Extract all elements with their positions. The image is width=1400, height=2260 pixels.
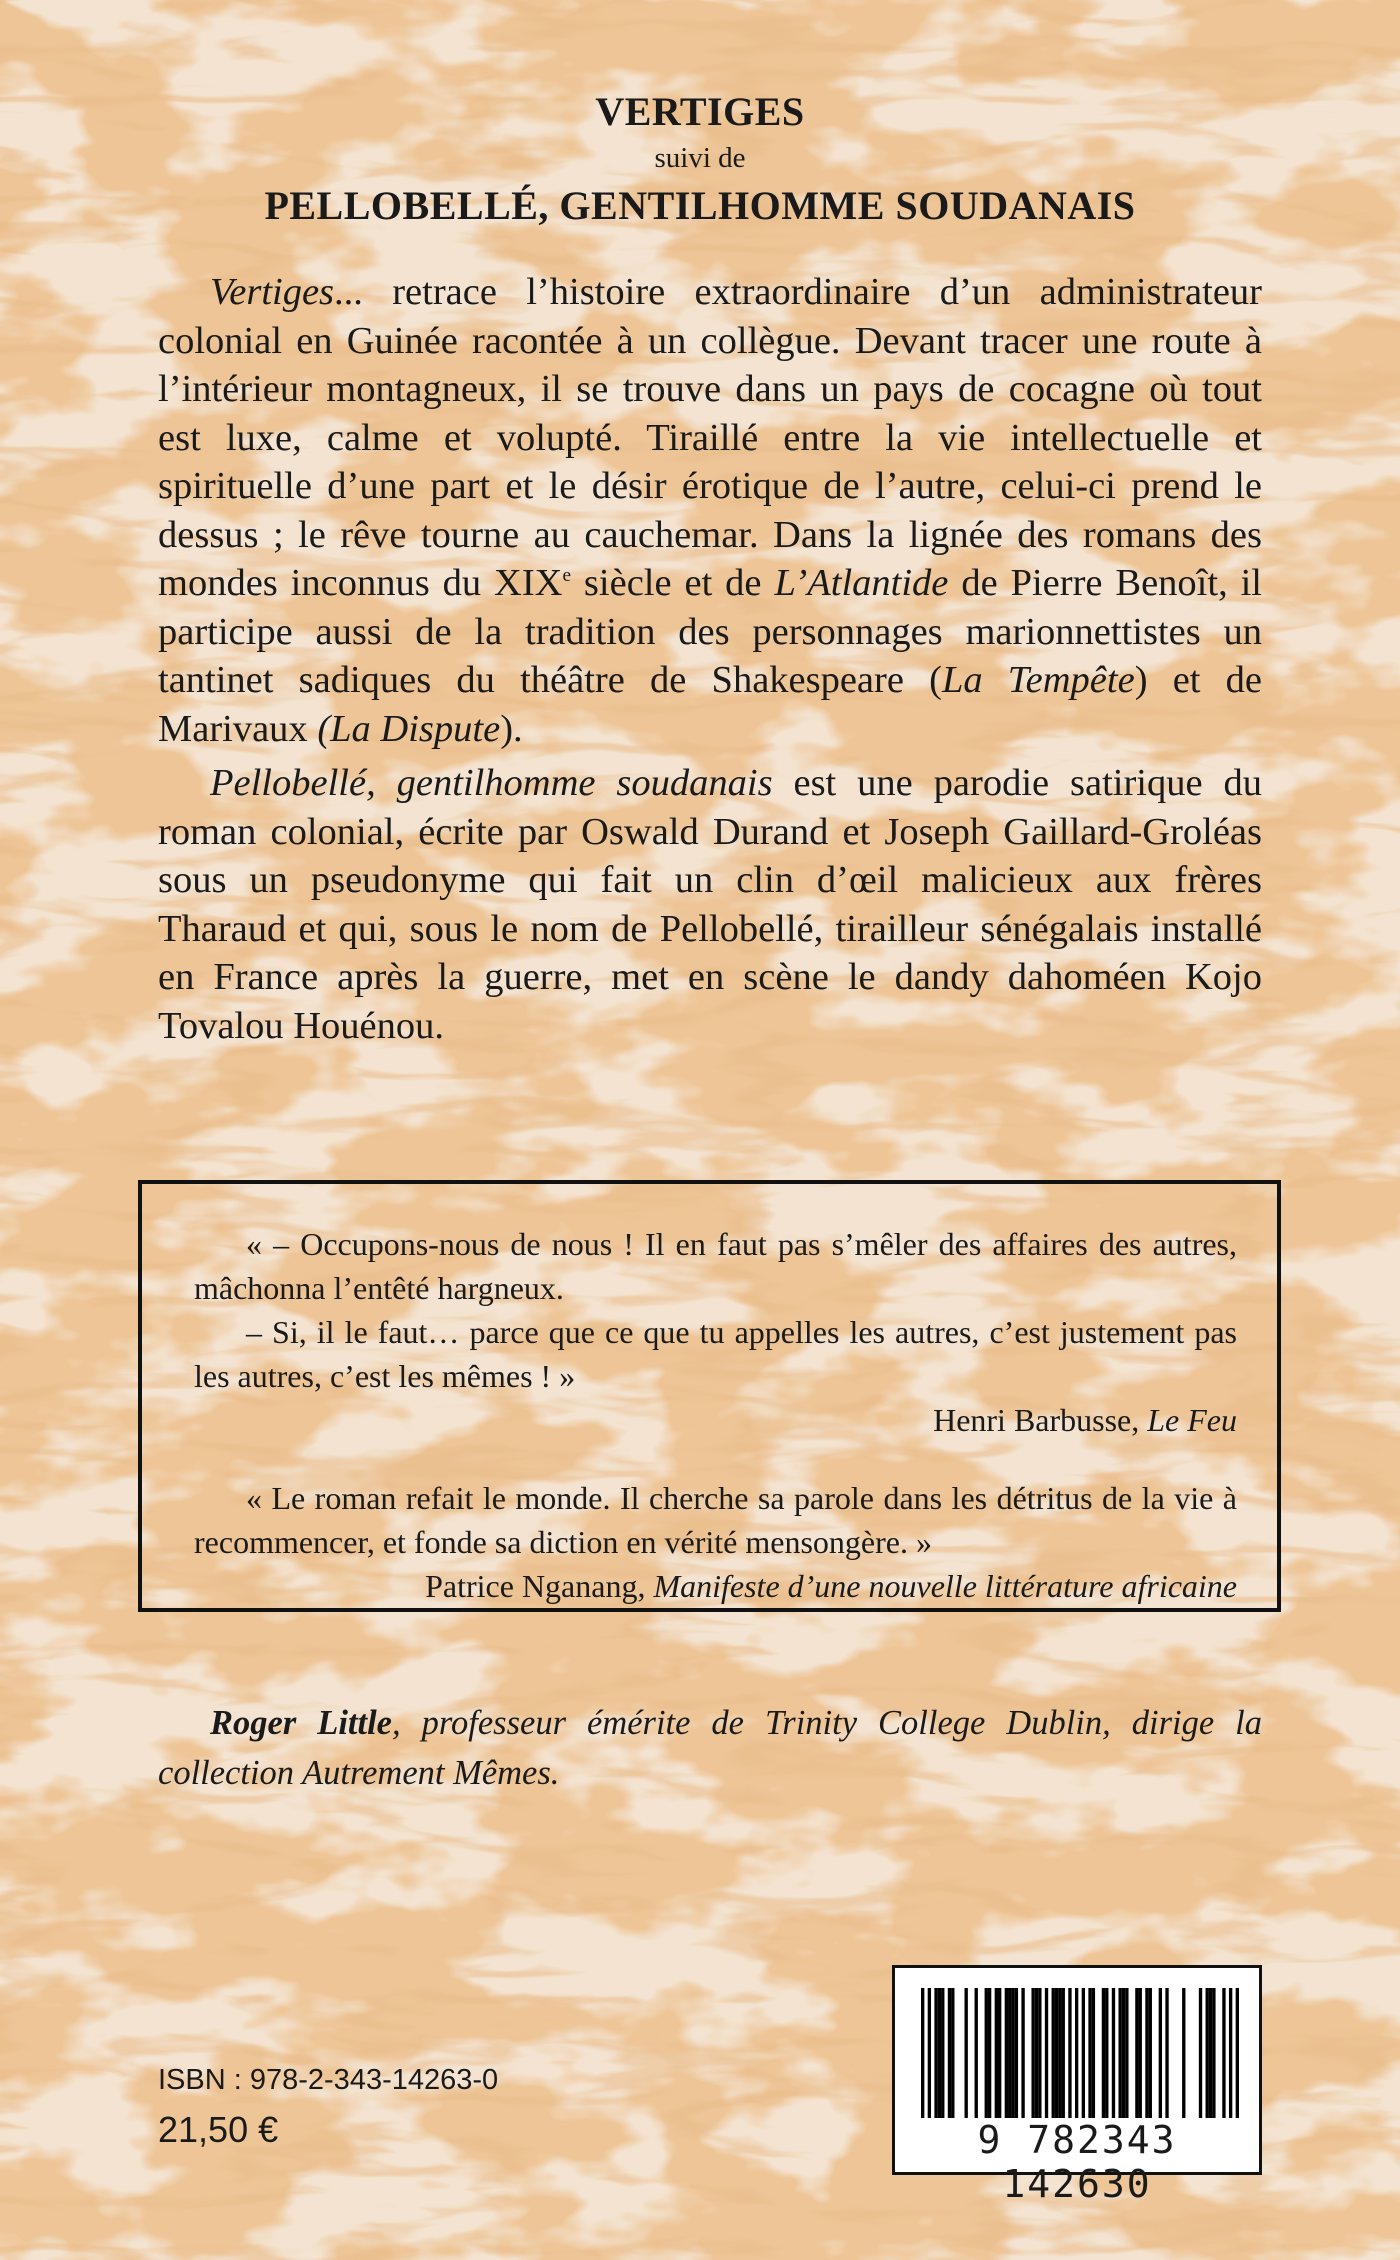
quote-2-attribution [194, 1564, 1237, 1608]
barcode-bar [1058, 1988, 1061, 2118]
barcode-bar [1075, 1988, 1078, 2118]
synopsis [158, 268, 1262, 1050]
barcode-bar [948, 1988, 951, 2118]
barcode-bar [1062, 1988, 1065, 2118]
quote-spacer [194, 1442, 1237, 1476]
text-segment: ... retrace l’histoire extraordinaire d’un administrateur colonial en Guinée racontée à un collègue. Devant tracer une route à l’intérieur montagneux, il se trouve dans un pays de cocagne où tout est luxe, calme et volupté. Tiraillé entre la vie intellectuelle et spirituelle d’une part et le désir érotique de l’autre, celui-ci prend le dessus ; le rêve tourne au cauchemar. Dans la lignée des romans des mondes inconnus du XIX [158, 271, 1262, 604]
text-segment: est une parodie satirique du roman colonial, écrite par Oswald Durand et Joseph Gaillard-Groléas sous un pseudonyme qui fait un clin d’œil malicieux aux frères Tharaud et qui, sous le nom de Pellobellé, tirailleur sénégalais installé en France après la guerre, met en scène le dandy dahoméen Kojo Tovalou Houénou. [158, 762, 1262, 1047]
barcode-bar [1031, 1988, 1034, 2118]
barcode-bar [985, 1988, 988, 2118]
barcode-bar [934, 1988, 937, 2118]
barcode-bar [1199, 1988, 1202, 2118]
barcode-bar [1082, 1988, 1085, 2118]
author-note-text: , professeur émérite de Trinity College Dublin, dirige la collection Autrement Mêmes. [158, 1704, 1263, 1792]
barcode-bar [1038, 1988, 1041, 2118]
barcode-bar [1055, 1988, 1058, 2118]
barcode-bar [1045, 1988, 1048, 2118]
barcode-bar [1135, 1988, 1138, 2118]
barcode-bar [1035, 1988, 1038, 2118]
barcode-bar [1011, 1988, 1014, 2118]
barcode-bar [1165, 1988, 1168, 2118]
barcode-bar [1209, 1988, 1212, 2118]
barcode-bar [1182, 1988, 1185, 2118]
barcode-bar [1236, 1988, 1239, 2118]
barcode-bar [998, 1988, 1001, 2118]
barcode-bar [1222, 1988, 1225, 2118]
barcode-bar [1149, 1988, 1152, 2118]
ean13-barcode-icon [921, 1988, 1239, 2118]
barcode-bar [1008, 1988, 1011, 2118]
quote-1-line-2: – Si, il le faut… parce que ce que tu appelles les autres, c’est justement pas les autres, c’est les mêmes ! » [194, 1314, 1237, 1394]
quote-1-author: Henri Barbusse, [933, 1402, 1148, 1438]
barcode-bar [995, 1988, 998, 2118]
text-segment: siècle et de [571, 562, 775, 604]
barcode-bar [1159, 1988, 1162, 2118]
barcode-bar [1015, 1988, 1018, 2118]
quote-1-line-1: « – Occupons-nous de nous ! Il en faut pas s’mêler des affaires des autres, mâchonna l’entêté hargneux. [194, 1226, 1237, 1306]
isbn: ISBN : 978-2-343-14263-0 [158, 2064, 499, 2096]
quote-2-work: Manifeste d’une nouvelle littérature africaine [653, 1568, 1237, 1604]
barcode-bar [951, 1988, 954, 2118]
quote-1-attribution [194, 1398, 1237, 1442]
text-segment: ) et de Marivaux [158, 659, 1262, 750]
barcode-bar [1122, 1988, 1125, 2118]
barcode-bar [1145, 1988, 1148, 2118]
author-name: Roger Little [210, 1704, 392, 1742]
barcode-bar [1139, 1988, 1142, 2118]
italic-tempete: La Tempête [941, 659, 1135, 701]
barcode-bar [1102, 1988, 1105, 2118]
barcode-bar [938, 1988, 941, 2118]
barcode-bar [1088, 1988, 1091, 2118]
author-note [158, 1698, 1262, 1798]
barcode-digits: 9 782343 142630 [977, 2118, 1177, 2206]
linking-text: suivi de [654, 142, 746, 174]
second-title: PELLOBELLÉ, GENTILHOMME SOUDANAIS [264, 183, 1136, 228]
barcode-bar [1068, 1988, 1071, 2118]
barcode-bar [941, 1988, 944, 2118]
quote-2-author: Patrice Nganang, [425, 1568, 654, 1604]
barcode-bar [928, 1988, 931, 2118]
barcode-bar [1092, 1988, 1095, 2118]
italic-vertiges: Vertiges [210, 271, 335, 313]
book-title: VERTIGES [595, 89, 805, 134]
author-note-paragraph [158, 1698, 1262, 1798]
price: 21,50 € [158, 2109, 279, 2150]
barcode-bar [1212, 1988, 1215, 2118]
barcode-bar [1206, 1988, 1209, 2118]
quote-1-work: Le Feu [1147, 1402, 1237, 1438]
barcode-bar [921, 1988, 924, 2118]
italic-atlantide: L’Atlantide [774, 562, 949, 604]
barcode-bar [975, 1988, 978, 2118]
barcode-bar [1052, 1988, 1055, 2118]
superscript-e: e [562, 565, 572, 587]
italic-dispute: (La Dispute [317, 707, 501, 750]
barcode-bar [1229, 1988, 1232, 2118]
barcode-box [892, 1965, 1262, 2206]
quotes-box [138, 1180, 1281, 1612]
barcode-bar [1105, 1988, 1108, 2118]
barcode-bar [988, 1988, 991, 2118]
quote-2-text: « Le roman refait le monde. Il cherche sa parole dans les détritus de la vie à recommencer, et fonde sa diction en vérité mensongère. » [194, 1480, 1237, 1560]
text-segment: de Pierre Benoît, il participe aussi de la tradition des personnages marionnettistes un tantinet sadiques du théâtre de Shakespeare ( [158, 562, 1263, 701]
text-segment: ). [500, 707, 523, 750]
italic-pellobelle: Pellobellé, gentilhomme soudanais [210, 762, 773, 804]
barcode-bar [1125, 1988, 1128, 2118]
barcode-bar [965, 1988, 968, 2118]
synopsis-paragraph-2 [158, 759, 1262, 1050]
barcode-bar [1112, 1988, 1115, 2118]
barcode-bar [1005, 1988, 1008, 2118]
barcode-bar [1118, 1988, 1121, 2118]
barcode-bar [1021, 1988, 1024, 2118]
synopsis-paragraph-1 [158, 268, 1262, 753]
title-block [0, 88, 1400, 230]
